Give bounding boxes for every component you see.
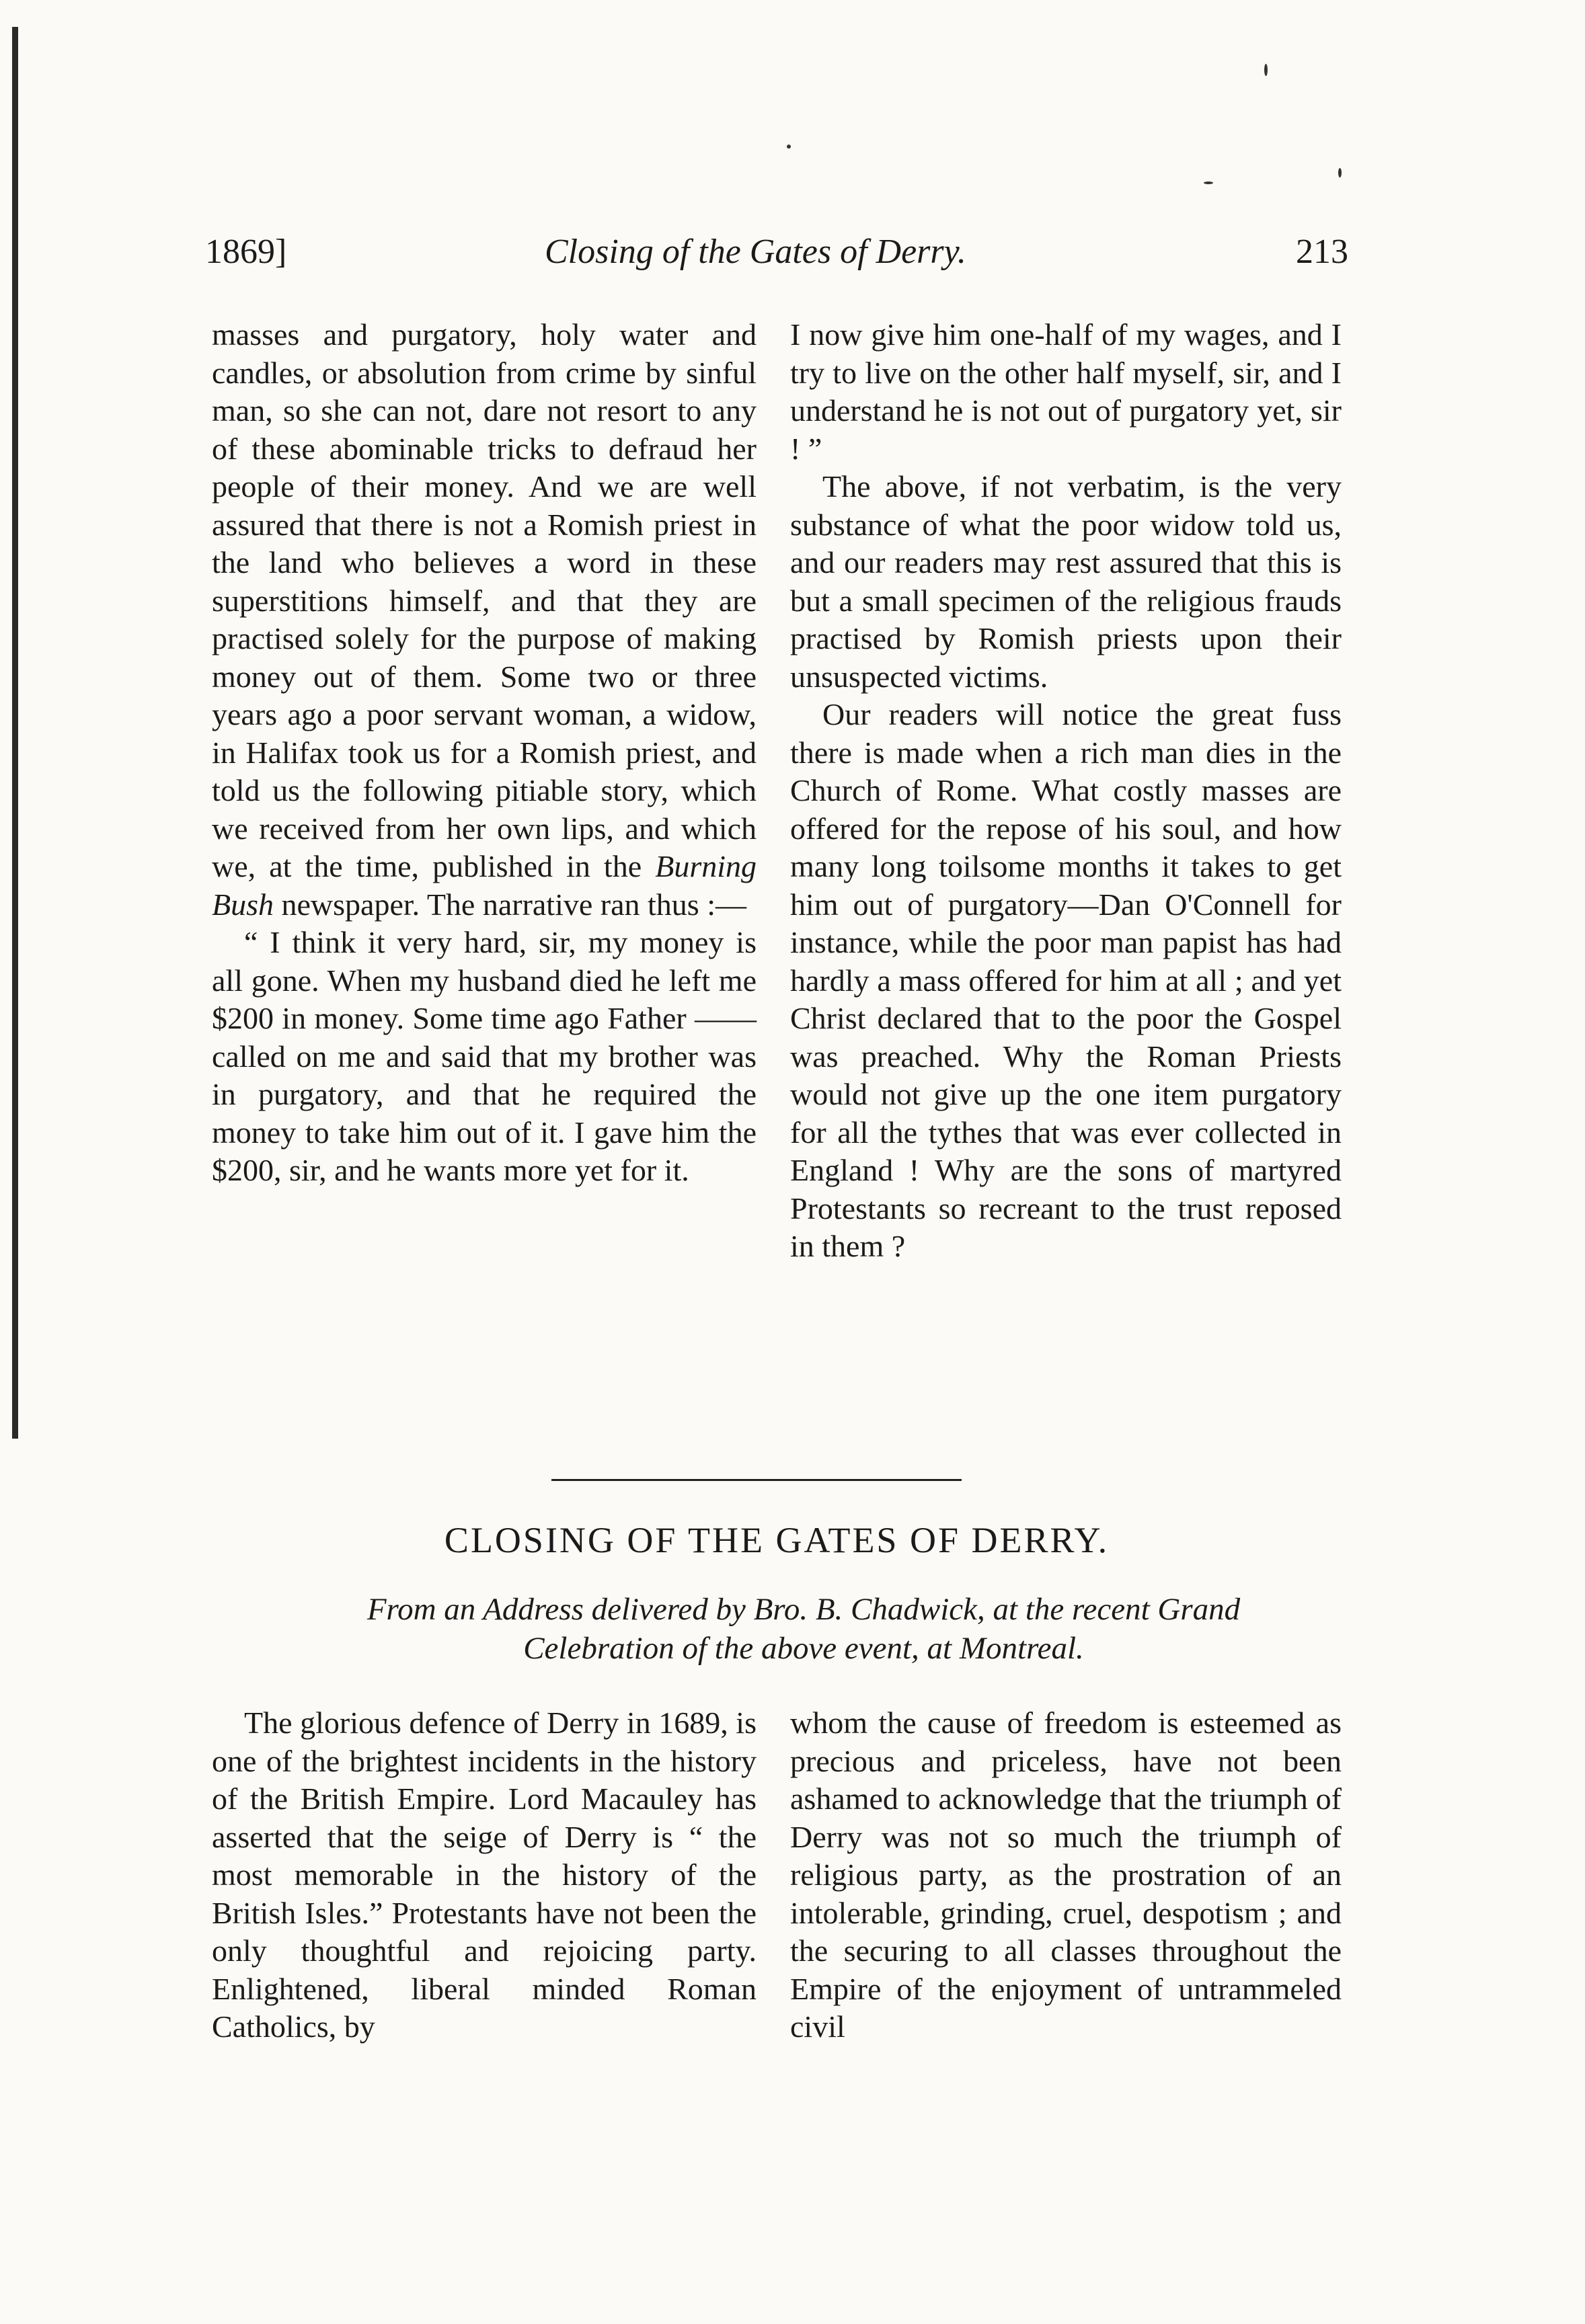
bottom-left-column xyxy=(212,1704,757,2046)
paragraph: “ I think it very hard, sir, my money is all gone. When my husband died he left me $200 in money. Some time ago Father —— called on me and said that my brother was in purgatory, and that he required the money to take him out of it. I gave him the $200, sir, and he wants more yet for it. xyxy=(212,925,757,1187)
print-speck xyxy=(787,145,791,149)
newspaper-title: Burning Bush xyxy=(212,849,757,922)
paragraph: The above, if not verbatim, is the very substance of what the poor widow told us, and our readers may rest assured that this is but a small specimen of the religious frauds practised by Romish priests upon their unsuspected victims. xyxy=(790,469,1342,694)
print-speck xyxy=(1204,182,1213,184)
top-left-column xyxy=(212,316,757,1190)
paragraph: The glorious defence of Derry in 1689, is one of the brightest incidents in the history of the British Empire. Lord Macauley has asserted that the seige of Derry is “ the most memorable in the history of the British Isles.” Protestants have not been the only thoughtful and rejoicing party. Enlightened, liberal minded Roman Catholics, by xyxy=(212,1706,757,2044)
page-binding-edge xyxy=(12,27,18,1439)
byline-line: From an Address delivered by Bro. B. Chadwick, at the recent Grand xyxy=(366,1592,1241,1627)
running-head-title: Closing of the Gates of Derry. xyxy=(545,233,966,271)
byline-line: Celebration of the above event, at Montreal. xyxy=(523,1631,1084,1666)
page-number: 213 xyxy=(1296,233,1348,271)
paragraph: whom the cause of freedom is esteemed as precious and priceless, have not been ashamed to acknowledge that the triumph of Derry was not so much the triumph of religious party, as the prostration of an intolerable, grinding, cruel, despotism ; and the securing to all classes throughout the Empire of the enjoyment of untrammeled civil xyxy=(790,1706,1342,2044)
paragraph-text: newspaper. The narrative ran thus :— xyxy=(274,887,746,922)
paragraph: I now give him one-half of my wages, and I try to live on the other half myself, sir, and I understand he is not out of purgatory yet, sir ! ” xyxy=(790,317,1342,466)
section-heading: CLOSING OF THE GATES OF DERRY. xyxy=(444,1520,1110,1560)
section-divider xyxy=(551,1479,962,1481)
section-byline xyxy=(266,1590,1342,1668)
paragraph xyxy=(212,316,757,924)
print-speck xyxy=(1264,64,1268,76)
bottom-right-column xyxy=(790,1704,1342,2046)
running-head-year: 1869] xyxy=(205,233,287,271)
paragraph-text: masses and purgatory, holy water and candles, or absolution from crime by sinful man, so she can not, dare not resort to any of these abominable tricks to defraud her people of their money. And we are well assured that there is not a Romish priest in the land who believes a word in these superstitions himself, and that they are practised solely for the purpose of making money out of them. Some two or three years ago a poor servant woman, a widow, in Halifax took us for a Romish priest, and told us the following pitiable story, which we received from her own lips, and which we, at the time, published in the xyxy=(212,317,757,883)
paragraph: Our readers will notice the great fuss there is made when a rich man dies in the Church of Rome. What costly masses are offered for the repose of his soul, and how many long toilsome months it takes to get him out of purgatory—Dan O'Connell for instance, while the poor man papist has had hardly a mass offered for him at all ; and yet Christ declared that to the poor the Gospel was preached. Why the Roman Priests would not give up the one item purgatory for all the tythes that was ever collected in England ! Why are the sons of martyred Protestants so recreant to the trust reposed in them ? xyxy=(790,697,1342,1263)
top-right-column xyxy=(790,316,1342,1266)
print-speck xyxy=(1338,168,1342,177)
running-head xyxy=(205,232,1348,286)
